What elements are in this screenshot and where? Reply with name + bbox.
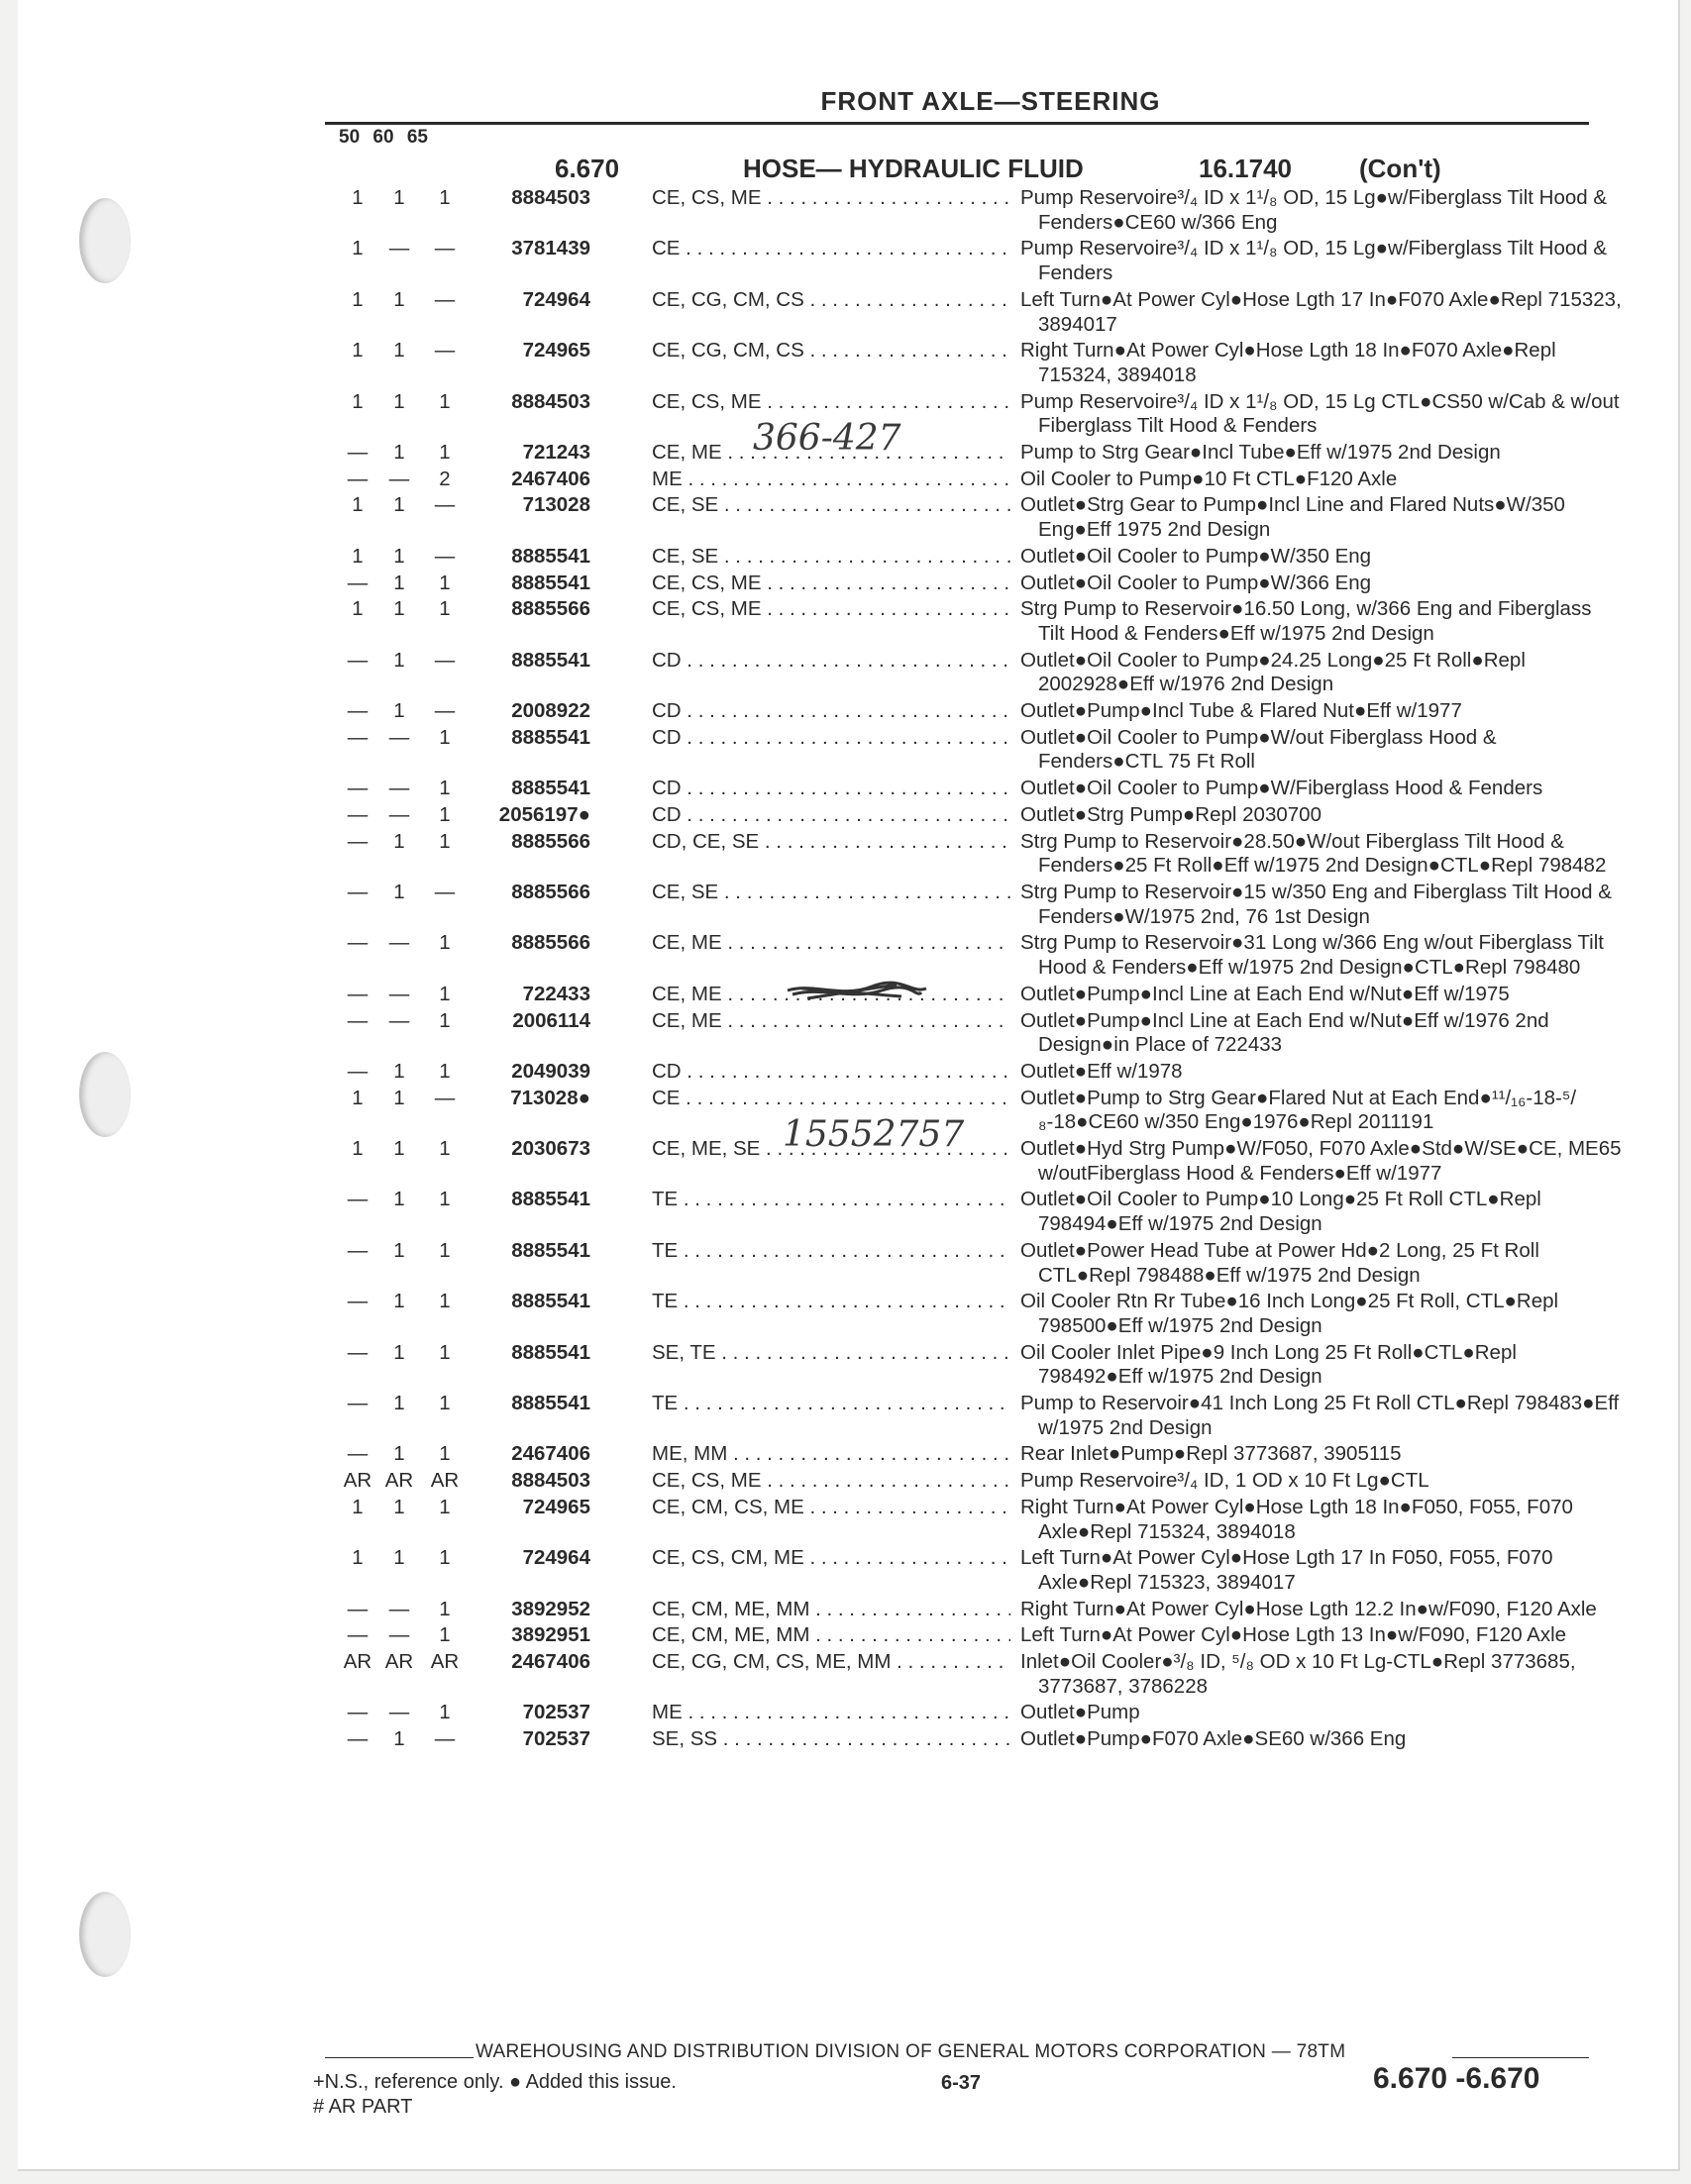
year-60-qty: — bbox=[388, 802, 410, 826]
legend-line: # AR PART bbox=[313, 2096, 413, 2118]
year-65-qty: — bbox=[434, 493, 456, 517]
part-description: Oil Cooler Inlet Pipe●9 Inch Long 25 Ft Roll●CTL●Repl 798492●Eff w/1975 2nd Design bbox=[1020, 1340, 1517, 1389]
year-60-qty: 1 bbox=[393, 1290, 405, 1313]
table-row bbox=[0, 1341, 1691, 1390]
model-codes: CE, SE . . . bbox=[652, 493, 1010, 518]
part-number: 2030673 bbox=[511, 1137, 590, 1161]
year-60-qty: 1 bbox=[393, 441, 405, 465]
year-65-qty: 1 bbox=[439, 186, 451, 209]
year-50-qty: 1 bbox=[352, 186, 364, 209]
table-row bbox=[0, 803, 1691, 828]
year-50-qty: 1 bbox=[352, 1086, 364, 1109]
year-65-qty: 2 bbox=[439, 467, 451, 490]
year-50-qty: 1 bbox=[352, 1546, 364, 1570]
year-60-qty: 1 bbox=[393, 1495, 405, 1518]
table-row bbox=[0, 1009, 1691, 1058]
year-50-qty: — bbox=[347, 880, 369, 903]
year-50-qty: — bbox=[347, 1340, 369, 1364]
part-number: 8885541 bbox=[511, 725, 590, 749]
table-row bbox=[0, 1623, 1691, 1648]
year-60-qty: 1 bbox=[393, 339, 405, 363]
part-number: 724964 bbox=[522, 287, 590, 311]
model-codes: CE, ME . . . bbox=[652, 441, 1010, 466]
year-50-qty: — bbox=[347, 1188, 369, 1211]
year-65-qty: 1 bbox=[439, 725, 451, 749]
year-60-qty: — bbox=[388, 1623, 410, 1647]
part-description: Strg Pump to Reservoir●16.50 Long, w/366 Eng and Fiberglass Tilt Hood & Fenders●Eff w/1975 2nd Design bbox=[1020, 597, 1592, 645]
year-60-qty: — bbox=[388, 1597, 410, 1620]
year-65-qty: AR bbox=[430, 1469, 460, 1493]
year-65-qty: 1 bbox=[439, 1290, 451, 1313]
year-50-qty: — bbox=[347, 982, 369, 1005]
year-60-qty: 1 bbox=[393, 1059, 405, 1083]
year-50-qty: — bbox=[347, 931, 369, 955]
model-codes: CE, ME . . . bbox=[652, 983, 1010, 1007]
table-row bbox=[0, 1701, 1691, 1725]
part-description: Outlet●Power Head Tube at Power Hd●2 Long, 25 Ft Roll CTL●Repl 798488●Eff w/1975 2nd Design bbox=[1020, 1238, 1539, 1287]
year-60-qty: — bbox=[388, 467, 410, 490]
table-row bbox=[0, 339, 1691, 387]
part-description: Strg Pump to Reservoir●15 w/350 Eng and Fiberglass Tilt Hood & Fenders●W/1975 2nd, 76 1st Design bbox=[1020, 880, 1612, 928]
part-number: 8884503 bbox=[511, 389, 590, 413]
model-codes: CD . . . bbox=[652, 649, 1010, 674]
part-description: Left Turn●At Power Cyl●Hose Lgth 17 In F050, F055, F070 Axle●Repl 715323, 3894017 bbox=[1020, 1546, 1553, 1594]
model-codes: CE, CM, CS, ME . . . bbox=[652, 1496, 1010, 1520]
model-codes: SE, TE . . . bbox=[652, 1341, 1010, 1366]
part-number: 2056197● bbox=[498, 802, 590, 826]
part-number: 8885541 bbox=[511, 648, 590, 672]
part-description: Pump Reservoire³/₄ ID x 1¹/₈ OD, 15 Lg●w/Fiberglass Tilt Hood & Fenders●CE60 w/366 Eng bbox=[1020, 186, 1608, 234]
year-65-qty: — bbox=[434, 648, 456, 672]
model-codes: CD . . . bbox=[652, 726, 1010, 751]
model-codes: CE, CM, ME, MM . . . bbox=[652, 1598, 1010, 1622]
model-codes: CD . . . bbox=[652, 803, 1010, 828]
year-65-qty: 1 bbox=[439, 1059, 451, 1083]
model-codes: CE, CS, ME . . . bbox=[652, 1469, 1010, 1494]
year-65-qty: 1 bbox=[439, 1701, 451, 1724]
part-description: Outlet●Pump●F070 Axle●SE60 w/366 Eng bbox=[1020, 1727, 1407, 1751]
year-60-qty: 1 bbox=[393, 1727, 405, 1751]
year-60-qty: 1 bbox=[393, 287, 405, 311]
model-codes: TE . . . bbox=[652, 1239, 1010, 1264]
part-number: 722433 bbox=[522, 982, 590, 1005]
model-codes: ME, MM . . . bbox=[652, 1442, 1010, 1467]
part-number: 8885566 bbox=[511, 931, 590, 955]
section-cont: (Con't) bbox=[1359, 154, 1441, 183]
part-description: Outlet●Oil Cooler to Pump●10 Long●25 Ft Roll CTL●Repl 798494●Eff w/1975 2nd Design bbox=[1020, 1188, 1541, 1236]
year-65-qty: 1 bbox=[439, 1137, 451, 1161]
year-60-qty: 1 bbox=[393, 493, 405, 517]
year-50-qty: — bbox=[347, 829, 369, 853]
year-60-qty: 1 bbox=[393, 186, 405, 209]
part-description: Outlet●Strg Gear to Pump●Incl Line and Flared Nuts●W/350 Eng●Eff 1975 2nd Design bbox=[1020, 493, 1565, 542]
year-65-qty: 1 bbox=[439, 1546, 451, 1570]
page-code: 6.670 -6.670 bbox=[1373, 2062, 1540, 2095]
part-number: 702537 bbox=[522, 1701, 590, 1724]
year-65-qty: 1 bbox=[439, 931, 451, 955]
model-codes: CD . . . bbox=[652, 1060, 1010, 1085]
year-65-qty: 1 bbox=[439, 1623, 451, 1647]
part-description: Outlet●Eff w/1978 bbox=[1020, 1059, 1183, 1083]
model-codes: CE, SE . . . bbox=[652, 545, 1010, 570]
year-65-qty: 1 bbox=[439, 1392, 451, 1415]
model-codes: CE, CS, ME . . . bbox=[652, 597, 1010, 622]
handwritten-note: 15552757 bbox=[783, 1114, 965, 1156]
model-codes: TE . . . bbox=[652, 1392, 1010, 1416]
year-60-qty: 1 bbox=[393, 1546, 405, 1570]
part-number: 713028 bbox=[522, 493, 590, 517]
year-50-qty: 1 bbox=[352, 237, 364, 260]
table-row bbox=[0, 418, 1691, 466]
table-row bbox=[0, 1650, 1691, 1699]
part-number: 3892952 bbox=[511, 1597, 590, 1620]
model-codes: TE . . . bbox=[652, 1290, 1010, 1314]
part-description: Pump to Reservoir●41 Inch Long 25 Ft Roll CTL●Repl 798483●Eff w/1975 2nd Design bbox=[1020, 1392, 1620, 1439]
table-row bbox=[0, 1442, 1691, 1467]
year-65-qty: 1 bbox=[439, 1495, 451, 1518]
part-description: Outlet●Pump to Strg Gear●Flared Nut at Each End●¹¹/₁₆-18-⁵/₈-18●CE60 w/350 Eng●1976●Repl 2011191 bbox=[1020, 1086, 1577, 1134]
year-60-qty: 1 bbox=[393, 1340, 405, 1364]
model-codes: CD . . . bbox=[652, 699, 1010, 724]
model-codes: TE . . . bbox=[652, 1188, 1010, 1212]
year-60-qty: 1 bbox=[393, 1086, 405, 1109]
table-row bbox=[0, 1290, 1691, 1338]
year-50-qty: — bbox=[347, 1442, 369, 1466]
year-60-qty: — bbox=[388, 237, 410, 260]
binder-hole bbox=[79, 1892, 131, 1977]
year-50-qty: — bbox=[347, 648, 369, 672]
table-row bbox=[0, 726, 1691, 775]
part-description: Pump Reservoire³/₄ ID x 1¹/₈ OD, 15 Lg●w/Fiberglass Tilt Hood & Fenders bbox=[1020, 237, 1608, 285]
part-description: Outlet●Pump●Incl Line at Each End w/Nut●Eff w/1975 bbox=[1020, 982, 1510, 1005]
year-50-qty: — bbox=[347, 467, 369, 490]
part-number: 2006114 bbox=[512, 1008, 590, 1032]
year-60-qty: 1 bbox=[393, 1442, 405, 1466]
table-row bbox=[0, 1496, 1691, 1544]
footer-rule bbox=[325, 2057, 474, 2058]
year-65-qty: 1 bbox=[439, 1597, 451, 1620]
part-description: Outlet●Pump●Incl Line at Each End w/Nut●Eff w/1976 2nd Design●in Place of 722433 bbox=[1020, 1008, 1549, 1057]
model-codes: ME . . . bbox=[652, 1701, 1010, 1725]
year-65-qty: — bbox=[434, 699, 456, 723]
part-number: 8885541 bbox=[511, 1290, 590, 1313]
model-codes: CE, CS, CM, ME . . . bbox=[652, 1546, 1010, 1571]
table-row bbox=[0, 931, 1691, 980]
year-60-qty: — bbox=[388, 725, 410, 749]
year-60-qty: — bbox=[388, 1701, 410, 1724]
part-description: Outlet●Strg Pump●Repl 2030700 bbox=[1020, 802, 1321, 826]
year-65-qty: 1 bbox=[439, 802, 451, 826]
year-50-qty: — bbox=[347, 1059, 369, 1083]
table-row bbox=[0, 1239, 1691, 1288]
table-row bbox=[0, 699, 1691, 724]
year-50-qty: — bbox=[347, 1238, 369, 1262]
part-number: 8885541 bbox=[511, 1238, 590, 1262]
section-header bbox=[0, 154, 1691, 187]
year-65-qty: — bbox=[434, 287, 456, 311]
year-50-qty: — bbox=[347, 1701, 369, 1724]
part-description: Outlet●Oil Cooler to Pump●W/Fiberglass Hood & Fenders bbox=[1020, 777, 1543, 800]
year-65-qty: 1 bbox=[439, 441, 451, 465]
model-codes: CE, CM, ME, MM . . . bbox=[652, 1623, 1010, 1648]
part-number: 724965 bbox=[522, 339, 590, 363]
table-row bbox=[0, 572, 1691, 596]
table-row bbox=[0, 1060, 1691, 1085]
year-60-qty: 1 bbox=[393, 1188, 405, 1211]
year-60-qty: — bbox=[388, 982, 410, 1005]
table-row bbox=[0, 1727, 1691, 1752]
part-description: Outlet●Oil Cooler to Pump●W/350 Eng bbox=[1020, 544, 1372, 568]
table-row bbox=[0, 777, 1691, 801]
year-65-qty: — bbox=[434, 544, 456, 568]
table-row bbox=[0, 237, 1691, 285]
part-description: Outlet●Oil Cooler to Pump●W/out Fiberglass Hood & Fenders●CTL 75 Ft Roll bbox=[1020, 725, 1497, 774]
year-60-qty: 1 bbox=[393, 1137, 405, 1161]
year-65-qty: — bbox=[434, 237, 456, 260]
year-50-qty: — bbox=[347, 1392, 369, 1415]
parts-list bbox=[0, 186, 1691, 1754]
part-number: 8885541 bbox=[511, 777, 590, 800]
handwritten-note: 366-427 bbox=[753, 418, 901, 460]
part-number: 8885541 bbox=[511, 1392, 590, 1415]
table-row bbox=[0, 468, 1691, 492]
table-row bbox=[0, 1598, 1691, 1622]
year-50-qty: — bbox=[347, 802, 369, 826]
footer-rule bbox=[1452, 2057, 1589, 2058]
year-60-qty: 1 bbox=[393, 389, 405, 413]
year-50-qty: — bbox=[347, 1008, 369, 1032]
section-ref: 16.1740 bbox=[1199, 154, 1292, 183]
part-number: 8885566 bbox=[511, 880, 590, 903]
year-60-qty: AR bbox=[384, 1650, 414, 1674]
part-number: 713028● bbox=[510, 1086, 590, 1109]
year-65-qty: 1 bbox=[439, 597, 451, 621]
year-60-qty: AR bbox=[384, 1469, 414, 1493]
part-description: Outlet●Hyd Strg Pump●W/F050, F070 Axle●Std●W/SE●CE, ME65 w/outFiberglass Hood & Fenders●Eff w/1977 bbox=[1020, 1137, 1622, 1185]
model-codes: CE, ME, SE . . . bbox=[652, 1137, 1010, 1162]
year-50-qty: — bbox=[347, 699, 369, 723]
year-65-qty: 1 bbox=[439, 1442, 451, 1466]
page-number: 6-37 bbox=[941, 2072, 982, 2094]
year-columns-header: 50 60 65 bbox=[339, 127, 428, 148]
part-number: 8884503 bbox=[511, 1469, 590, 1493]
year-50-qty: AR bbox=[343, 1469, 372, 1493]
model-codes: CE, CS, ME . . . bbox=[652, 572, 1010, 596]
year-65-qty: — bbox=[434, 1727, 456, 1751]
part-number: 721243 bbox=[522, 441, 590, 465]
model-codes: CE . . . bbox=[652, 237, 1010, 261]
section-name: HOSE— HYDRAULIC FLUID bbox=[743, 154, 1084, 183]
year-65-qty: 1 bbox=[439, 829, 451, 853]
model-codes: CE, CG, CM, CS . . . bbox=[652, 339, 1010, 364]
year-60-qty: 1 bbox=[393, 880, 405, 903]
part-description: Outlet●Oil Cooler to Pump●24.25 Long●25 Ft Roll●Repl 2002928●Eff w/1976 2nd Design bbox=[1020, 648, 1526, 696]
table-row bbox=[0, 1114, 1691, 1186]
model-codes: CE, CG, CM, CS . . . bbox=[652, 288, 1010, 313]
year-50-qty: — bbox=[347, 725, 369, 749]
year-65-qty: — bbox=[434, 1086, 456, 1109]
part-number: 3781439 bbox=[511, 237, 590, 260]
year-50-qty: 1 bbox=[352, 1137, 364, 1161]
table-row bbox=[0, 1546, 1691, 1595]
year-60-qty: 1 bbox=[393, 648, 405, 672]
year-50-qty: — bbox=[347, 441, 369, 465]
model-codes: ME . . . bbox=[652, 468, 1010, 492]
part-description: Outlet●Oil Cooler to Pump●W/366 Eng bbox=[1020, 571, 1372, 594]
year-50-qty: 1 bbox=[352, 1495, 364, 1518]
part-number: 2008922 bbox=[511, 699, 590, 723]
year-50-qty: 1 bbox=[352, 544, 364, 568]
header-rule bbox=[325, 122, 1589, 125]
year-65-qty: 1 bbox=[439, 1340, 451, 1364]
part-number: 3892951 bbox=[511, 1623, 590, 1647]
year-65-qty: 1 bbox=[439, 1008, 451, 1032]
year-65-qty: 1 bbox=[439, 1238, 451, 1262]
table-row bbox=[0, 493, 1691, 542]
part-description: Oil Cooler to Pump●10 Ft CTL●F120 Axle bbox=[1020, 467, 1398, 490]
table-row bbox=[0, 1392, 1691, 1440]
year-60-qty: 1 bbox=[393, 829, 405, 853]
part-number: 8885541 bbox=[511, 1188, 590, 1211]
year-65-qty: — bbox=[434, 339, 456, 363]
part-description: Outlet●Pump●Incl Tube & Flared Nut●Eff w/1977 bbox=[1020, 699, 1462, 723]
part-number: 8884503 bbox=[511, 186, 590, 209]
year-60-qty: 1 bbox=[393, 544, 405, 568]
section-number: 6.670 bbox=[555, 154, 620, 183]
year-50-qty: — bbox=[347, 1290, 369, 1313]
model-codes: CE, CS, ME . . . bbox=[652, 390, 1010, 415]
year-65-qty: AR bbox=[430, 1650, 460, 1674]
year-60-qty: 1 bbox=[393, 699, 405, 723]
year-50-qty: 1 bbox=[352, 287, 364, 311]
table-row bbox=[0, 983, 1691, 1007]
table-row bbox=[0, 1188, 1691, 1236]
part-number: 8885541 bbox=[511, 571, 590, 594]
part-number: 724965 bbox=[522, 1495, 590, 1518]
model-codes: CE, CG, CM, CS, ME, MM . . . bbox=[652, 1650, 1010, 1675]
year-50-qty: — bbox=[347, 1623, 369, 1647]
model-codes: SE, SS . . . bbox=[652, 1727, 1010, 1752]
model-codes: CE, SE . . . bbox=[652, 881, 1010, 905]
part-description: Strg Pump to Reservoir●28.50●W/out Fiberglass Tilt Hood & Fenders●25 Ft Roll●Eff w/1975 2nd Design●CTL●Repl 798482 bbox=[1020, 829, 1607, 878]
part-description: Pump Reservoire³/₄ ID, 1 OD x 10 Ft Lg●CTL bbox=[1020, 1469, 1429, 1493]
part-number: 8885541 bbox=[511, 1340, 590, 1364]
page-title: FRONT AXLE—STEERING bbox=[820, 86, 1161, 116]
year-60-qty: — bbox=[388, 931, 410, 955]
part-description: Strg Pump to Reservoir●31 Long w/366 Eng w/out Fiberglass Tilt Hood & Fenders●Eff w/1975 2nd Design●CTL●Repl 798480 bbox=[1020, 931, 1604, 980]
scribble-mark bbox=[783, 979, 931, 1006]
model-codes: CE . . . bbox=[652, 1087, 1010, 1111]
year-50-qty: — bbox=[347, 1727, 369, 1751]
year-60-qty: — bbox=[388, 777, 410, 800]
model-codes: CE, ME . . . bbox=[652, 1009, 1010, 1034]
part-description: Right Turn●At Power Cyl●Hose Lgth 12.2 In●w/F090, F120 Axle bbox=[1020, 1597, 1597, 1620]
table-row bbox=[0, 545, 1691, 570]
year-65-qty: 1 bbox=[439, 1188, 451, 1211]
part-number: 724964 bbox=[522, 1546, 590, 1570]
year-50-qty: 1 bbox=[352, 597, 364, 621]
part-description: Pump to Strg Gear●Incl Tube●Eff w/1975 2nd Design bbox=[1020, 441, 1501, 465]
part-number: 2467406 bbox=[511, 1442, 590, 1466]
year-50-qty: AR bbox=[343, 1650, 372, 1674]
year-65-qty: 1 bbox=[439, 389, 451, 413]
year-50-qty: 1 bbox=[352, 339, 364, 363]
part-number: 2467406 bbox=[511, 1650, 590, 1674]
model-codes: CE, ME . . . bbox=[652, 931, 1010, 956]
part-description: Right Turn●At Power Cyl●Hose Lgth 18 In●F050, F055, F070 Axle●Repl 715324, 3894018 bbox=[1020, 1495, 1573, 1543]
part-number: 2467406 bbox=[511, 467, 590, 490]
year-65-qty: 1 bbox=[439, 777, 451, 800]
table-row bbox=[0, 881, 1691, 929]
year-60-qty: 1 bbox=[393, 597, 405, 621]
table-row bbox=[0, 1469, 1691, 1494]
year-65-qty: 1 bbox=[439, 571, 451, 594]
legend-line: +N.S., reference only. ● Added this issue. bbox=[313, 2071, 677, 2093]
part-description: Inlet●Oil Cooler●³/₈ ID, ⁵/₈ OD x 10 Ft Lg-CTL●Repl 3773685, 3773687, 3786228 bbox=[1020, 1650, 1576, 1698]
footer-division: WAREHOUSING AND DISTRIBUTION DIVISION OF GENERAL MOTORS CORPORATION — 78TM bbox=[476, 2041, 1346, 2062]
year-60-qty: 1 bbox=[393, 571, 405, 594]
year-50-qty: — bbox=[347, 1597, 369, 1620]
part-description: Left Turn●At Power Cyl●Hose Lgth 13 In●w/F090, F120 Axle bbox=[1020, 1623, 1567, 1647]
part-number: 702537 bbox=[522, 1727, 590, 1751]
part-number: 2049039 bbox=[511, 1059, 590, 1083]
part-number: 8885541 bbox=[511, 544, 590, 568]
year-50-qty: 1 bbox=[352, 389, 364, 413]
table-row bbox=[0, 649, 1691, 697]
model-codes: CD, CE, SE . . . bbox=[652, 830, 1010, 855]
part-description: Pump Reservoire³/₄ ID x 1¹/₈ OD, 15 Lg CTL●CS50 w/Cab & w/out Fiberglass Tilt Hood & Fenders bbox=[1020, 389, 1620, 438]
table-row bbox=[0, 597, 1691, 646]
part-number: 8885566 bbox=[511, 829, 590, 853]
part-description: Rear Inlet●Pump●Repl 3773687, 3905115 bbox=[1020, 1442, 1402, 1466]
table-row bbox=[0, 186, 1691, 235]
part-description: Right Turn●At Power Cyl●Hose Lgth 18 In●F070 Axle●Repl 715324, 3894018 bbox=[1020, 339, 1556, 386]
year-50-qty: — bbox=[347, 571, 369, 594]
year-60-qty: 1 bbox=[393, 1238, 405, 1262]
part-number: 8885566 bbox=[511, 597, 590, 621]
year-50-qty: 1 bbox=[352, 493, 364, 517]
model-codes: CE, CS, ME . . . bbox=[652, 186, 1010, 211]
year-65-qty: — bbox=[434, 880, 456, 903]
table-row bbox=[0, 830, 1691, 879]
part-description: Outlet●Pump bbox=[1020, 1701, 1140, 1724]
model-codes: CD . . . bbox=[652, 777, 1010, 801]
year-50-qty: — bbox=[347, 777, 369, 800]
part-description: Left Turn●At Power Cyl●Hose Lgth 17 In●F070 Axle●Repl 715323, 3894017 bbox=[1020, 287, 1622, 336]
part-description: Oil Cooler Rtn Rr Tube●16 Inch Long●25 Ft Roll, CTL●Repl 798500●Eff w/1975 2nd Design bbox=[1020, 1290, 1559, 1337]
year-65-qty: 1 bbox=[439, 982, 451, 1005]
year-60-qty: — bbox=[388, 1008, 410, 1032]
year-60-qty: 1 bbox=[393, 1392, 405, 1415]
table-row bbox=[0, 288, 1691, 337]
